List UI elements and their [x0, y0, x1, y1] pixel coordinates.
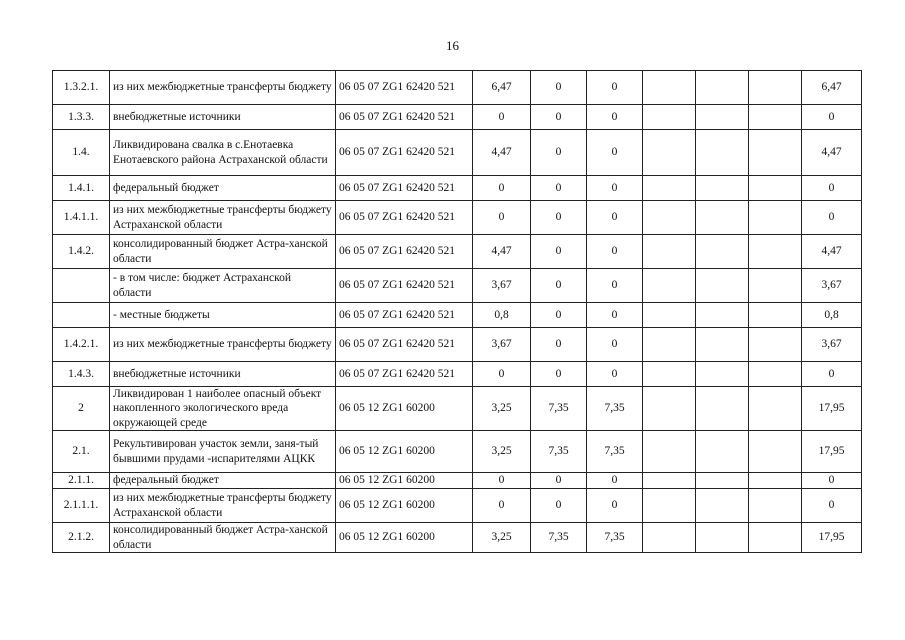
value-year-4 [643, 235, 696, 269]
value-year-2: 0 [531, 176, 587, 201]
value-year-4 [643, 328, 696, 362]
value-total: 4,47 [802, 235, 862, 269]
table-row [53, 303, 862, 328]
budget-code: 06 05 07 ZG1 62420 521 [336, 269, 473, 303]
table-row [53, 473, 862, 489]
value-total: 3,67 [802, 269, 862, 303]
row-name: консолидированный бюджет Астра-ханской области [110, 523, 336, 553]
value-year-4 [643, 362, 696, 387]
value-year-5 [696, 362, 749, 387]
value-year-6 [749, 235, 802, 269]
value-year-6 [749, 523, 802, 553]
row-name: внебюджетные источники [110, 105, 336, 130]
row-number: 2.1.1. [53, 473, 110, 489]
row-number: 1.4.3. [53, 362, 110, 387]
value-year-3: 0 [587, 269, 643, 303]
value-year-4 [643, 201, 696, 235]
row-name: из них межбюджетные трансферты бюджету [110, 71, 336, 105]
table-row [53, 431, 862, 473]
budget-code: 06 05 12 ZG1 60200 [336, 387, 473, 431]
value-total: 0 [802, 105, 862, 130]
row-number: 1.4. [53, 130, 110, 176]
budget-code: 06 05 12 ZG1 60200 [336, 431, 473, 473]
value-year-1: 3,25 [473, 523, 531, 553]
value-total: 3,67 [802, 328, 862, 362]
table-row [53, 489, 862, 523]
value-year-1: 3,67 [473, 269, 531, 303]
value-year-2: 7,35 [531, 431, 587, 473]
value-year-6 [749, 431, 802, 473]
row-number: 2.1.1.1. [53, 489, 110, 523]
value-year-1: 3,25 [473, 387, 531, 431]
value-year-4 [643, 387, 696, 431]
value-year-3: 0 [587, 328, 643, 362]
value-year-3: 0 [587, 105, 643, 130]
row-name: - в том числе: бюджет Астраханской области [110, 269, 336, 303]
budget-code: 06 05 07 ZG1 62420 521 [336, 303, 473, 328]
table-row [53, 105, 862, 130]
budget-code: 06 05 07 ZG1 62420 521 [336, 105, 473, 130]
table-row [53, 130, 862, 176]
value-year-1: 0 [473, 473, 531, 489]
value-year-1: 0 [473, 362, 531, 387]
budget-code: 06 05 07 ZG1 62420 521 [336, 235, 473, 269]
row-number: 1.3.3. [53, 105, 110, 130]
budget-code: 06 05 12 ZG1 60200 [336, 523, 473, 553]
value-year-6 [749, 269, 802, 303]
value-year-3: 7,35 [587, 431, 643, 473]
row-name: консолидированный бюджет Астра-ханской области [110, 235, 336, 269]
value-year-6 [749, 201, 802, 235]
value-total: 17,95 [802, 523, 862, 553]
value-year-3: 0 [587, 473, 643, 489]
value-year-5 [696, 328, 749, 362]
row-name: федеральный бюджет [110, 176, 336, 201]
table-row [53, 201, 862, 235]
value-year-5 [696, 105, 749, 130]
value-year-2: 0 [531, 235, 587, 269]
table-row [53, 176, 862, 201]
value-year-6 [749, 473, 802, 489]
row-number: 2 [53, 387, 110, 431]
value-year-4 [643, 431, 696, 473]
row-name: из них межбюджетные трансферты бюджету Астраханской области [110, 201, 336, 235]
value-year-5 [696, 431, 749, 473]
value-year-2: 0 [531, 201, 587, 235]
value-year-5 [696, 489, 749, 523]
value-year-4 [643, 130, 696, 176]
value-year-2: 7,35 [531, 387, 587, 431]
value-year-2: 0 [531, 473, 587, 489]
value-total: 4,47 [802, 130, 862, 176]
value-year-5 [696, 201, 749, 235]
value-year-1: 0,8 [473, 303, 531, 328]
row-number: 2.1.2. [53, 523, 110, 553]
row-number: 1.4.2. [53, 235, 110, 269]
table-row [53, 71, 862, 105]
table-row [53, 523, 862, 553]
value-year-6 [749, 176, 802, 201]
value-year-2: 0 [531, 71, 587, 105]
value-year-3: 0 [587, 303, 643, 328]
value-year-6 [749, 362, 802, 387]
value-year-2: 0 [531, 362, 587, 387]
budget-code: 06 05 12 ZG1 60200 [336, 473, 473, 489]
table-row [53, 362, 862, 387]
value-year-6 [749, 105, 802, 130]
value-year-6 [749, 303, 802, 328]
value-year-3: 0 [587, 71, 643, 105]
value-year-4 [643, 176, 696, 201]
budget-code: 06 05 12 ZG1 60200 [336, 489, 473, 523]
budget-code: 06 05 07 ZG1 62420 521 [336, 130, 473, 176]
value-year-1: 0 [473, 176, 531, 201]
page-number: 16 [446, 38, 459, 53]
row-number [53, 269, 110, 303]
value-year-1: 0 [473, 489, 531, 523]
value-total: 17,95 [802, 387, 862, 431]
value-total: 0 [802, 362, 862, 387]
budget-code: 06 05 07 ZG1 62420 521 [336, 71, 473, 105]
row-name: внебюджетные источники [110, 362, 336, 387]
value-year-3: 7,35 [587, 523, 643, 553]
value-year-1: 3,67 [473, 328, 531, 362]
value-year-2: 7,35 [531, 523, 587, 553]
row-number: 2.1. [53, 431, 110, 473]
value-year-5 [696, 387, 749, 431]
budget-code: 06 05 07 ZG1 62420 521 [336, 362, 473, 387]
table-row [53, 328, 862, 362]
row-number [53, 303, 110, 328]
table-row [53, 235, 862, 269]
value-year-4 [643, 473, 696, 489]
row-number: 1.4.1. [53, 176, 110, 201]
value-year-4 [643, 269, 696, 303]
value-year-6 [749, 130, 802, 176]
value-year-1: 4,47 [473, 130, 531, 176]
row-name: Рекультивирован участок земли, заня-тый бывшими прудами -испарителями АЦКК [110, 431, 336, 473]
value-year-1: 3,25 [473, 431, 531, 473]
row-name: из них межбюджетные трансферты бюджету Астраханской области [110, 489, 336, 523]
value-year-5 [696, 523, 749, 553]
value-year-5 [696, 130, 749, 176]
value-year-2: 0 [531, 328, 587, 362]
row-name: из них межбюджетные трансферты бюджету [110, 328, 336, 362]
value-year-4 [643, 523, 696, 553]
value-year-3: 0 [587, 362, 643, 387]
table-row [53, 387, 862, 431]
value-year-3: 0 [587, 235, 643, 269]
budget-table [52, 70, 862, 553]
table-row [53, 269, 862, 303]
value-total: 0 [802, 473, 862, 489]
value-year-6 [749, 387, 802, 431]
value-year-1: 4,47 [473, 235, 531, 269]
value-year-4 [643, 105, 696, 130]
value-total: 17,95 [802, 431, 862, 473]
value-total: 6,47 [802, 71, 862, 105]
value-year-3: 0 [587, 201, 643, 235]
value-year-3: 0 [587, 176, 643, 201]
value-year-5 [696, 176, 749, 201]
row-number: 1.4.2.1. [53, 328, 110, 362]
value-total: 0 [802, 489, 862, 523]
value-year-5 [696, 303, 749, 328]
value-year-2: 0 [531, 303, 587, 328]
value-year-5 [696, 473, 749, 489]
value-year-2: 0 [531, 130, 587, 176]
value-year-4 [643, 71, 696, 105]
row-number: 1.3.2.1. [53, 71, 110, 105]
row-name: - местные бюджеты [110, 303, 336, 328]
row-name: федеральный бюджет [110, 473, 336, 489]
value-year-3: 0 [587, 130, 643, 176]
value-year-1: 0 [473, 201, 531, 235]
value-year-5 [696, 269, 749, 303]
value-year-2: 0 [531, 489, 587, 523]
value-year-4 [643, 303, 696, 328]
budget-code: 06 05 07 ZG1 62420 521 [336, 201, 473, 235]
value-year-6 [749, 489, 802, 523]
value-year-2: 0 [531, 105, 587, 130]
value-year-5 [696, 235, 749, 269]
budget-code: 06 05 07 ZG1 62420 521 [336, 176, 473, 201]
value-year-3: 7,35 [587, 387, 643, 431]
value-year-3: 0 [587, 489, 643, 523]
value-year-2: 0 [531, 269, 587, 303]
value-year-6 [749, 328, 802, 362]
value-total: 0 [802, 201, 862, 235]
value-year-4 [643, 489, 696, 523]
budget-code: 06 05 07 ZG1 62420 521 [336, 328, 473, 362]
value-total: 0 [802, 176, 862, 201]
value-total: 0,8 [802, 303, 862, 328]
row-number: 1.4.1.1. [53, 201, 110, 235]
row-name: Ликвидирована свалка в с.Енотаевка Енотаевского района Астраханской области [110, 130, 336, 176]
row-name: Ликвидирован 1 наиболее опасный объект накопленного экологического вреда окружающей среде [110, 387, 336, 431]
value-year-1: 0 [473, 105, 531, 130]
value-year-1: 6,47 [473, 71, 531, 105]
value-year-5 [696, 71, 749, 105]
value-year-6 [749, 71, 802, 105]
